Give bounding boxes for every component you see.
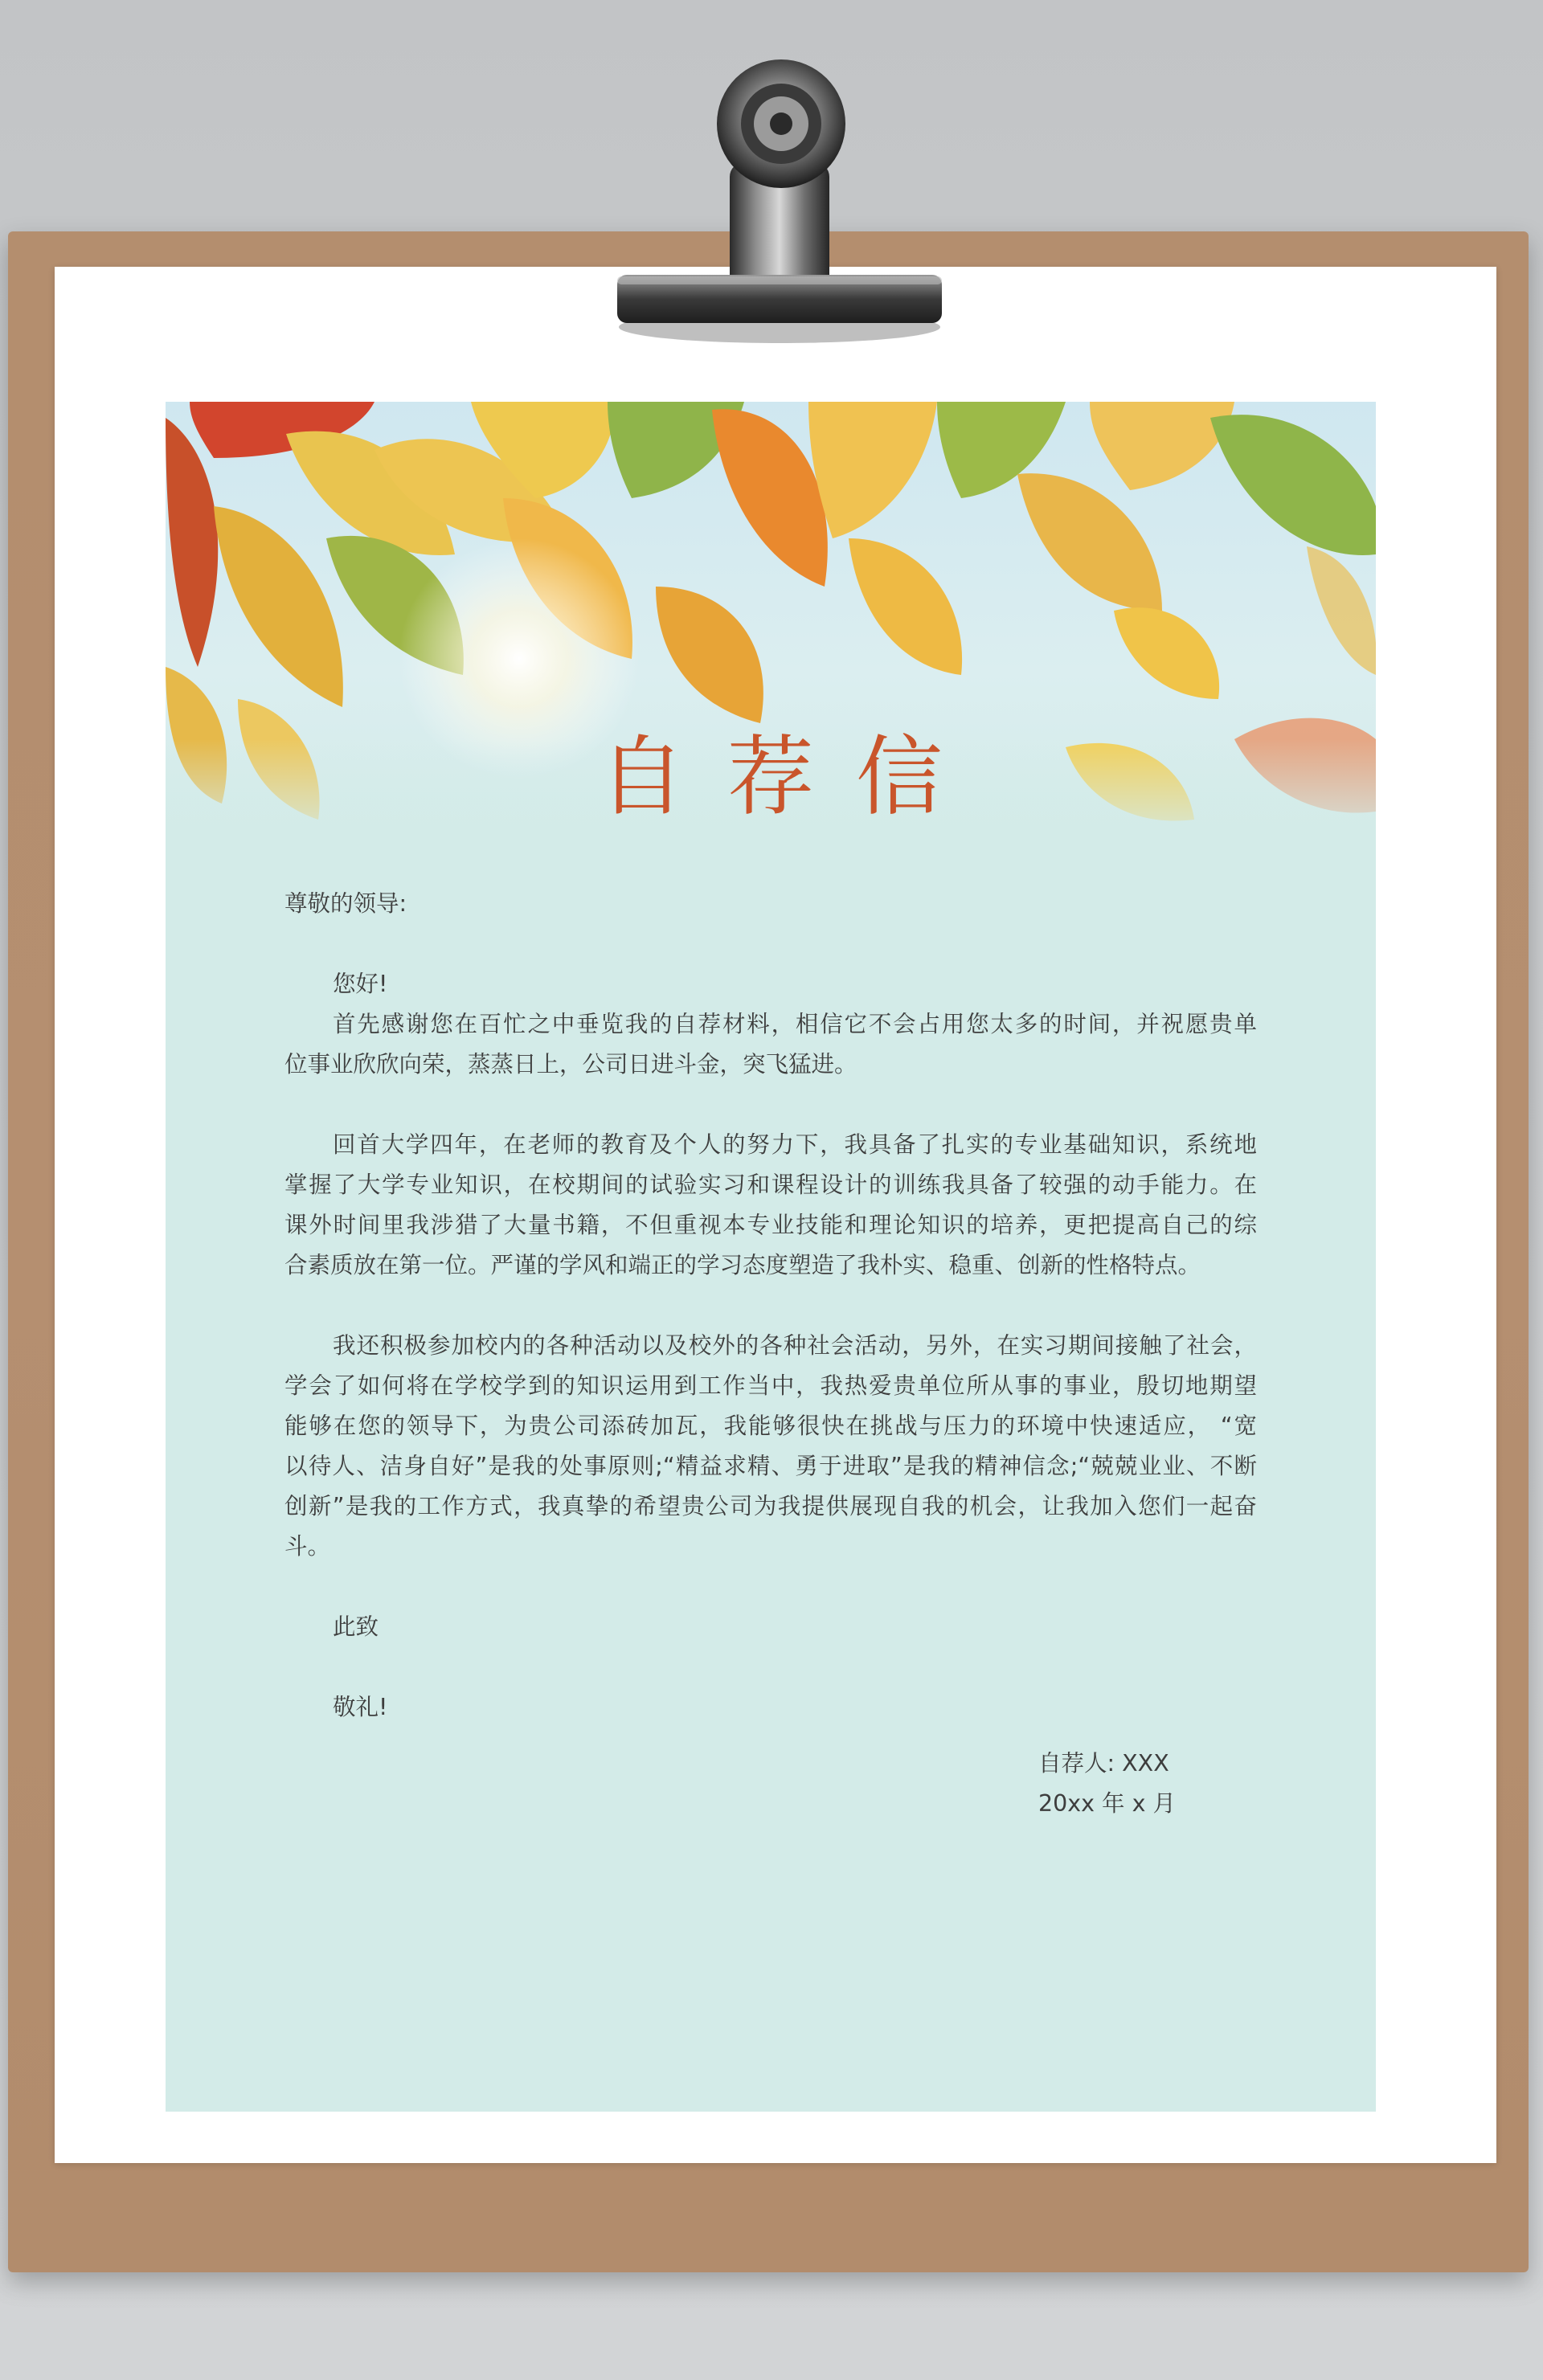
paragraph-1 xyxy=(284,1004,1257,1085)
signer: 自荐人: XXX xyxy=(1038,1750,1169,1777)
letter-title: 自荐信 xyxy=(598,727,984,828)
binder-clip-icon xyxy=(611,50,948,355)
paragraph-line: 以待人、洁身自好”是我的处事原则;“精益求精、勇于进取”是我的精神信念;“兢兢业业、不断 xyxy=(284,1453,1257,1479)
paragraph-2 xyxy=(284,1125,1257,1286)
paragraph-line: 回首大学四年，在老师的教育及个人的努力下，我具备了扎实的专业基础知识，系统地 xyxy=(333,1131,1257,1158)
salutation: 尊敬的领导: xyxy=(284,890,407,917)
paragraph-line: 能够在您的领导下，为贵公司添砖加瓦，我能够很快在挑战与压力的环境中快速适应， “宽 xyxy=(284,1413,1257,1439)
regards: 敬礼! xyxy=(333,1694,388,1720)
paragraph-line: 位事业欣欣向荣，蒸蒸日上，公司日进斗金，突飞猛进。 xyxy=(284,1051,857,1078)
paragraph-line: 学会了如何将在学校学到的知识运用到工作当中，我热爱贵单位所从事的事业，殷切地期望 xyxy=(284,1372,1257,1399)
date: 20xx 年 x 月 xyxy=(1038,1790,1177,1817)
letter-body xyxy=(284,884,1257,1728)
greeting: 您好! xyxy=(333,971,388,997)
paragraph-line: 首先感谢您在百忙之中垂览我的自荐材料，相信它不会占用您太多的时间，并祝愿贵单 xyxy=(333,1011,1257,1037)
paragraph-3 xyxy=(284,1326,1257,1567)
paragraph-line: 课外时间里我涉猎了大量书籍，不但重视本专业技能和理论知识的培养，更把提高自己的综 xyxy=(284,1212,1257,1238)
letter-page xyxy=(166,402,1376,2112)
paragraph-line: 合素质放在第一位。严谨的学风和端正的学习态度塑造了我朴实、稳重、创新的性格特点。 xyxy=(284,1252,1201,1278)
closing: 此致 xyxy=(333,1613,379,1640)
paragraph-line: 创新”是我的工作方式，我真挚的希望贵公司为我提供展现自我的机会，让我加入您们一起奋 xyxy=(284,1493,1257,1519)
paragraph-line: 我还积极参加校内的各种活动以及校外的各种社会活动，另外，在实习期间接触了社会， xyxy=(333,1332,1257,1359)
paragraph-line: 掌握了大学专业知识，在校期间的试验实习和课程设计的训练我具备了较强的动手能力。在 xyxy=(284,1172,1257,1198)
paragraph-line: 斗。 xyxy=(284,1533,331,1560)
signature-block xyxy=(1038,1744,1176,1824)
